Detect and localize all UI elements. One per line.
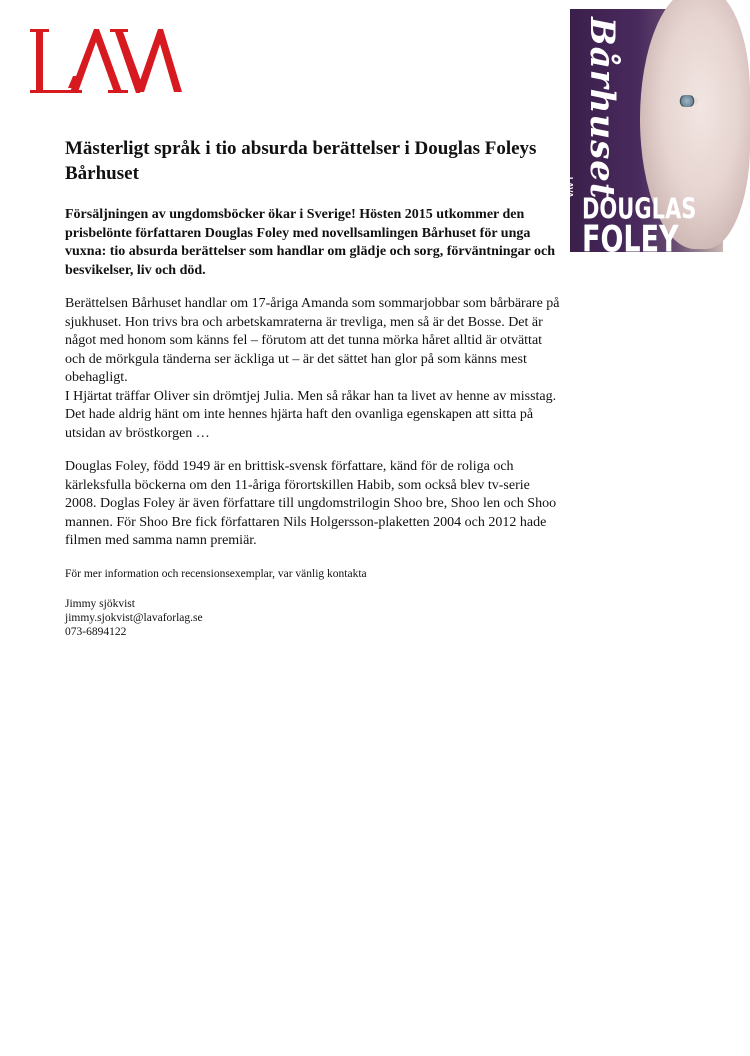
contact-phone: 073-6894122: [65, 626, 127, 638]
contact-name: Jimmy sjökvist: [65, 598, 135, 610]
story-barhuset: Berättelsen Bårhuset handlar om 17-åriga Amanda som sommarjobbar som bårbärare på sjukhuset. Hon trivs bra och arbetskamraterna är trevliga, men så är det Bosse. Det är något med honom som känns fel – förutom att det tunna mörka håret alltid är otvättat och de mörkgula tänderna ser äckliga ut – är det sättet han glor på som känns mest obehagligt.: [65, 296, 560, 385]
cover-author-first: DOUGLAS: [582, 193, 697, 226]
info-line: För mer information och recensionsexemplar, var vänlig kontakta: [65, 568, 367, 580]
contact-email[interactable]: jimmy.sjokvist@lavaforlag.se: [65, 612, 203, 624]
cover-author-last: FOLEY: [582, 219, 679, 261]
cover-title: Bårhuset: [582, 17, 622, 200]
headline: Mästerligt språk i tio absurda berättelser i Douglas Foleys Bårhuset: [65, 138, 537, 184]
body-paragraph-story: [65, 295, 560, 443]
lead-paragraph: Försäljningen av ungdomsböcker ökar i Sverige! Hösten 2015 utkommer den prisbelönte författaren Douglas Foley med novellsamlingen Bårhuset för unga vuxna: tio absurda berättelser som handlar om glädje och sorg, förväntningar och besvikelser, liv och död.: [65, 207, 556, 278]
body-paragraph-author: Douglas Foley, född 1949 är en brittisk-svensk författare, känd för de roliga och kärleksfulla böckerna om den 11-åriga förortskillen Habib, som också blev tv-serie 2008. Doglas Foley är även författare till ungdomstrilogin Shoo bre, Shoo len och Shoo mannen. För Shoo Bre fick författaren Nils Holgersson-plaketten 2004 och 2012 hade filmen med samma namn premiär.: [65, 459, 557, 548]
lava-logo: [30, 26, 182, 98]
book-cover: [565, 9, 723, 261]
contact-block: [65, 597, 203, 639]
story-hjartat: I Hjärtat träffar Oliver sin drömtjej Julia. Men så råkar han ta livet av henne av misstag. Det hade aldrig hänt om inte hennes hjärta haft den ovanliga egenskapen att sitta på utsidan av bröstkorgen …: [65, 388, 557, 441]
cover-publisher-mark: LAVA: [565, 177, 574, 198]
cover-eye-illustration: [676, 95, 698, 107]
